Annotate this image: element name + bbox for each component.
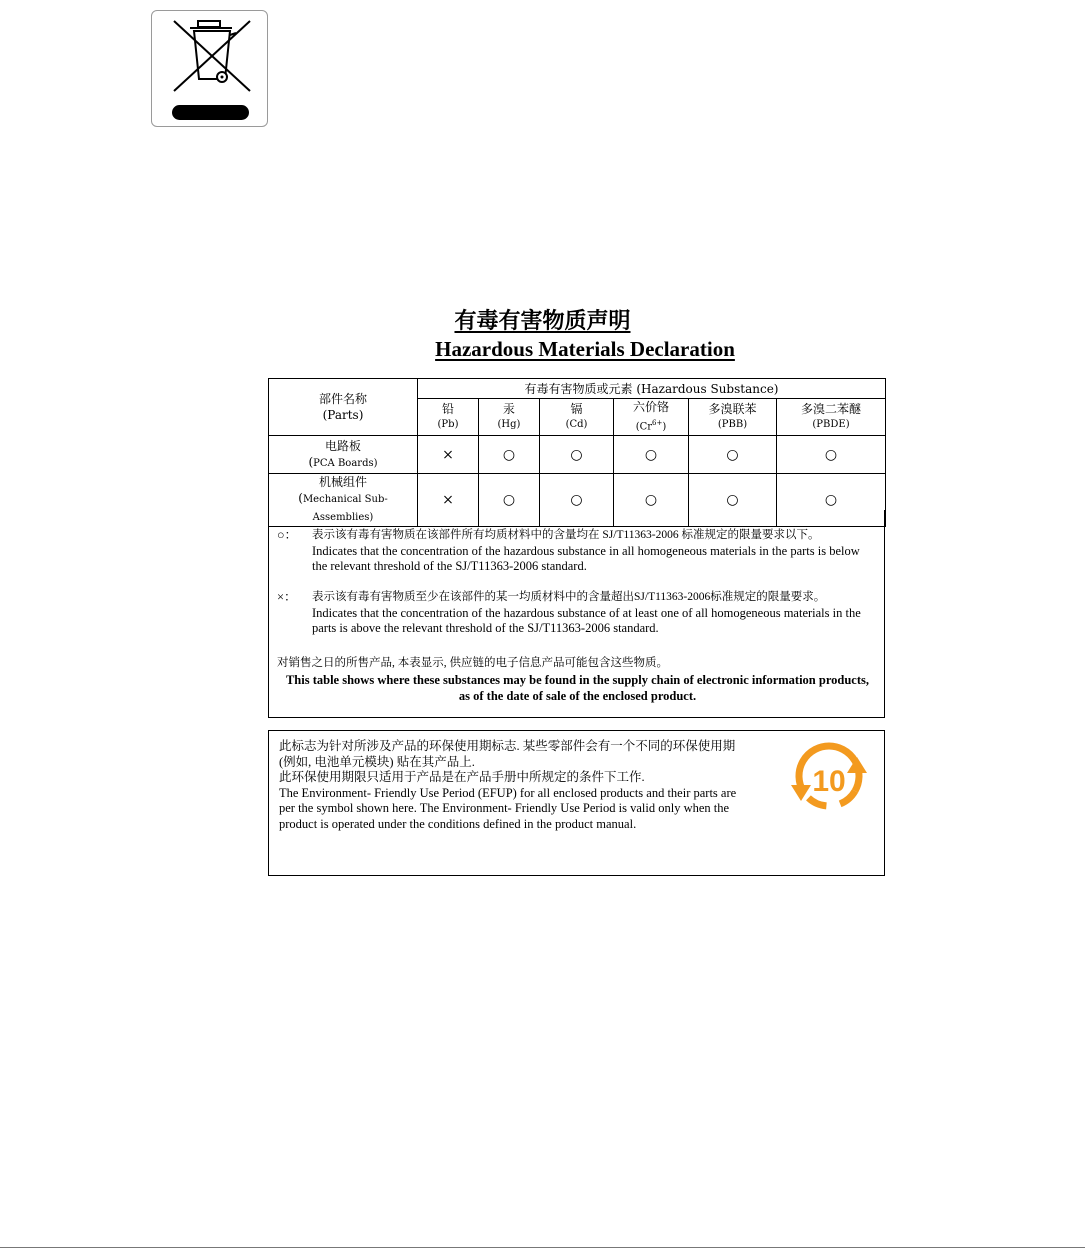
mark-cell: ○	[777, 436, 886, 474]
mark-cell: ×	[418, 474, 479, 527]
title-english: Hazardous Materials Declaration	[435, 337, 735, 361]
mark-cell: ○	[614, 474, 689, 527]
part-name: 机械组件 (Mechanical Sub-Assemblies)	[269, 474, 418, 527]
mark-cell: ○	[689, 436, 777, 474]
substance-header: 有毒有害物质或元素 (Hazardous Substance)	[418, 379, 886, 399]
sale-notice-english: This table shows where these substances may be found in the supply chain of electronic information products, as of the date of sale of the enclosed product.	[285, 673, 870, 703]
substance-cadmium: 镉 (Cd)	[540, 399, 614, 436]
part-name: 电路板 (PCA Boards)	[269, 436, 418, 474]
table-row	[269, 436, 886, 474]
efup-box	[268, 730, 885, 876]
mark-cell: ○	[540, 474, 614, 527]
parts-header: 部件名称 (Parts)	[269, 379, 418, 436]
substance-lead: 铅 (Pb)	[418, 399, 479, 436]
mark-cell: ○	[689, 474, 777, 527]
mark-cell: ○	[540, 436, 614, 474]
substance-mercury: 汞 (Hg)	[479, 399, 540, 436]
mark-cell: ○	[479, 474, 540, 527]
crossed-bin-icon	[152, 11, 269, 128]
substance-pbde: 多溴二苯醚 (PBDE)	[777, 399, 886, 436]
hazardous-substance-table	[268, 378, 886, 527]
mark-cell: ○	[777, 474, 886, 527]
notes-box: ○： 表示该有毒有害物质在该部件所有均质材料中的含量均在 SJ/T11363-2006 标准规定的限量要求以下。 Indicates that the concentration of the hazardous substance in all homogeneous materials in the parts is below the relevant threshold of the SJ/T11363-2006 standard. ×： 表示该有毒有害物质至少在该部件的某一均质材料中的含量超出SJ/T11363-2006标准规定的限量要求。 Indicates that the concentration of the hazardous substance of at least one of all homogeneous materials in the parts is above the relevant threshold of the SJ/T11363-2006 standard. 对销售之日的所售产品, 本表显示, 供应链的电子信息产品可能包含这些物质。 This table shows where these substances may be found in the supply chain of electronic information products, as of the date of sale of the enclosed product.	[268, 510, 885, 718]
substance-pbb: 多溴联苯 (PBB)	[689, 399, 777, 436]
weee-bin-icon	[151, 10, 268, 127]
title-chinese: 有毒有害物质声明	[454, 308, 631, 334]
mark-cell: ○	[479, 436, 540, 474]
efup-logo-icon	[789, 741, 869, 817]
efup-years: 10	[812, 765, 846, 798]
sale-notice-chinese: 对销售之日的所售产品, 本表显示, 供应链的电子信息产品可能包含这些物质。	[277, 657, 668, 669]
mark-cell: ○	[614, 436, 689, 474]
page-bottom-divider	[0, 1247, 1085, 1248]
substance-chromium: 六价铬 $(Cr^{6+})$	[614, 399, 689, 436]
efup-text: 此标志为针对所涉及产品的环保使用期标志. 某些零部件会有一个不同的环保使用期 (例如, 电池单元模块) 贴在其产品上. 此环保使用期限只适用于产品是在产品手册中所规定的条件下工作. The Environment- Friendly Use Period (EFUP) for all enclosed products and their parts are per the symbol shown here. The Environment- Friendly Use Period is valid only when the product is operated under the conditions defined in the product manual.	[279, 739, 737, 831]
mark-cell: ×	[418, 436, 479, 474]
